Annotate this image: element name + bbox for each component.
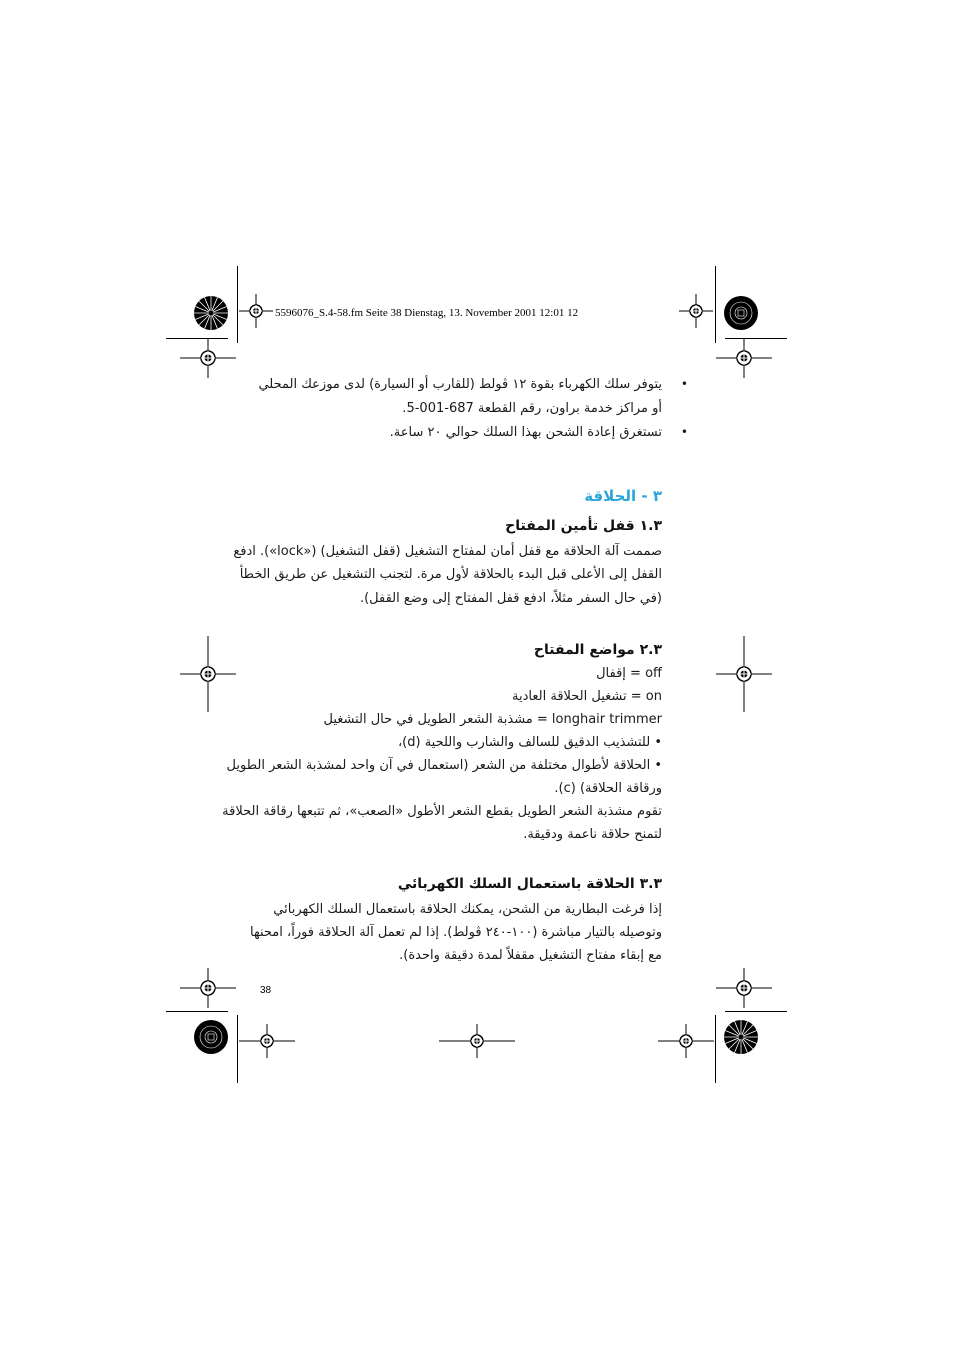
switch-position-line: off = إقفال [596, 666, 662, 681]
bullet-text-line: يتوفر سلك الكهرباء بقوة ١٢ ڤولط (للقارب أو السيارة) لدى موزعك المحلي [258, 377, 662, 392]
switch-position-line: longhair trimmer = مشذبة الشعر الطويل في حال التشغيل [323, 712, 662, 727]
registration-mark-icon [716, 338, 772, 378]
switch-position-line: on = تشغيل الحلاقة العادية [512, 689, 662, 704]
starburst-target-icon [193, 295, 229, 331]
paragraph-line: القفل إلى الأعلى قبل البدء بالحلاقة لأول مرة. لتجنب التشغيل عن طريق الخطأ [239, 567, 662, 582]
registration-mark-icon [180, 338, 236, 378]
subsection-heading: ١.٣ قفل تأمين المفتاح [505, 518, 662, 534]
paragraph-line: ورقاقة الحلاقة) (c). [554, 781, 662, 796]
paragraph-line: مع إبقاء مفتاح التشغيل مقفلاً لمدة دقيقة واحدة). [399, 948, 662, 963]
registration-mark-icon [239, 1024, 295, 1058]
section-title [584, 487, 662, 505]
subsection-heading: ٢.٣ مواضع المفتاح [533, 642, 662, 658]
paragraph-line: (في حال السفر مثلاً، ادفع قفل المفتاح إلى وضع القفل). [359, 591, 662, 606]
bullet-icon: • [680, 425, 688, 439]
registration-mark-icon [439, 1024, 515, 1058]
section-dash: - [636, 487, 653, 505]
starburst-target-icon [723, 295, 759, 331]
print-header: 5596076_S.4-58.fm Seite 38 Dienstag, 13. November 2001 12:01 12 [275, 307, 579, 319]
registration-mark-icon [716, 968, 772, 1008]
crop-line [715, 1015, 716, 1083]
registration-mark-icon [180, 636, 236, 712]
page-number: 38 [260, 985, 272, 996]
registration-mark-icon [658, 1024, 714, 1058]
paragraph-line: إذا فرغت البطارية من الشحن، يمكنك الحلاقة باستعمال السلك الكهربائي [273, 902, 662, 917]
subsection-heading: ٣.٣ الحلاقة باستعمال السلك الكهربائي [397, 876, 662, 892]
registration-mark-icon [716, 636, 772, 712]
crop-line [715, 266, 716, 343]
crop-line [166, 1011, 228, 1012]
crop-line [237, 1015, 238, 1083]
registration-mark-icon [239, 294, 273, 328]
crop-line [725, 1011, 787, 1012]
starburst-target-icon [723, 1019, 759, 1055]
bullet-text-line: أو مراكز خدمة براون، رقم القطعة 687-001-5. [402, 401, 662, 416]
starburst-target-icon [193, 1019, 229, 1055]
bullet-icon: • [680, 377, 688, 391]
registration-mark-icon [679, 294, 713, 328]
crop-line [237, 266, 238, 343]
paragraph-line: تقوم مشذبة الشعر الطويل بقطع الشعر الأطول «الصعب»، ثم تتبعها رقاقة الحلاقة [222, 804, 662, 819]
paragraph-line: وتوصيله بالتيار مباشرة (١٠٠-٢٤٠ ڤولط). إذا لم تعمل آلة الحلاقة فوراً، امحنها [250, 925, 662, 940]
bullet-text-line: تستغرق إعادة الشحن بهذا السلك حوالي ٢٠ ساعة. [389, 425, 662, 440]
paragraph-line: • للتشذيب الدقيق للسالف والشارب واللحية (d)، [397, 735, 662, 750]
section-title-text: الحلاقة [584, 487, 637, 505]
paragraph-line: صممت آلة الحلاقة مع قفل أمان لمفتاح التشغيل (قفل التشغيل) («lock»). ادفع [233, 544, 662, 559]
paragraph-line: لتمنح حلاقة ناعمة ودقيقة. [523, 827, 662, 842]
registration-mark-icon [180, 968, 236, 1008]
section-number: ٣ [652, 487, 662, 505]
paragraph-line: • الحلاقة لأطوال مختلفة من الشعر (استعمال في آن واحد لمشذبة الشعر الطويل [226, 758, 662, 773]
